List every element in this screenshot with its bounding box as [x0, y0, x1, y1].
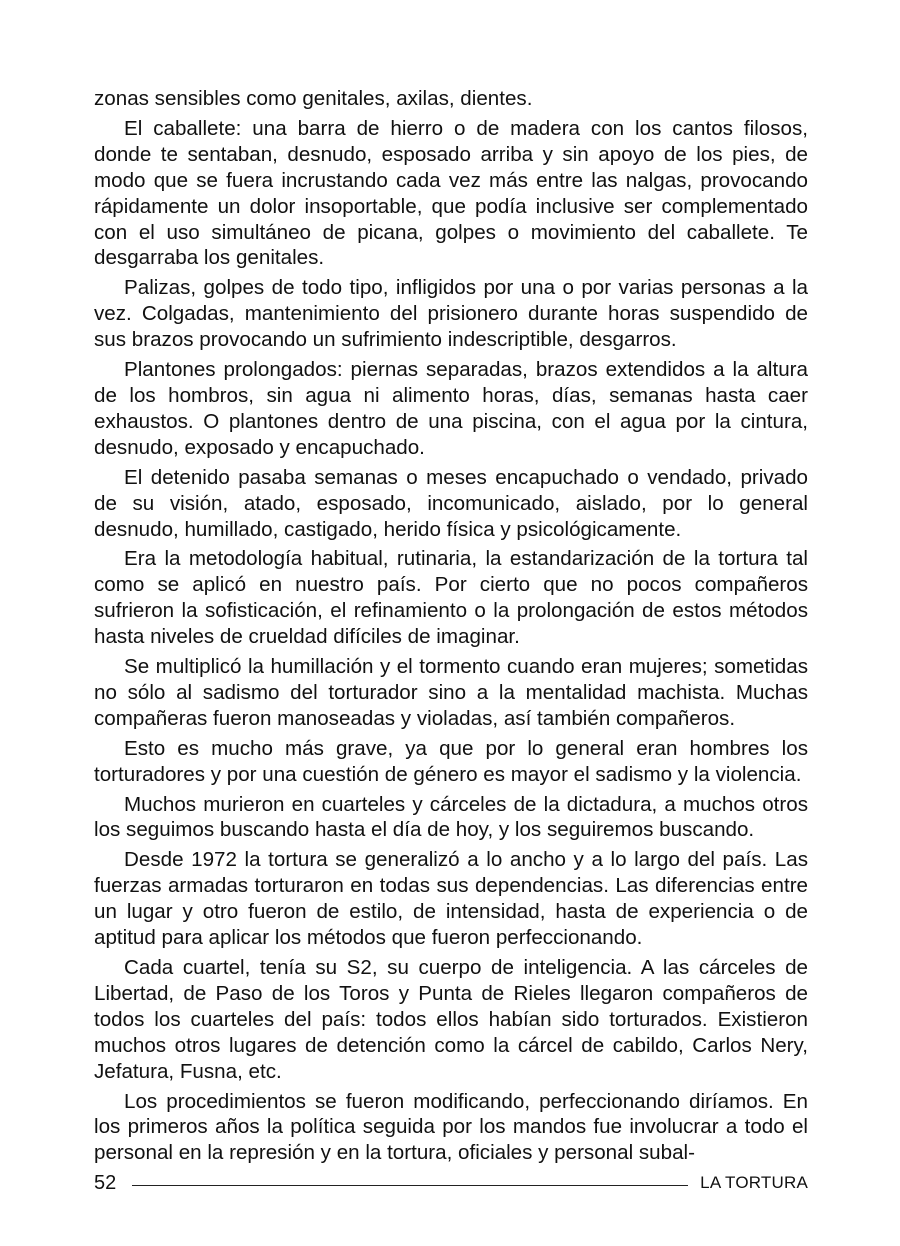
paragraph-continuation: zonas sensibles como genitales, axilas, dientes.	[94, 87, 533, 110]
body-text	[94, 86, 808, 1170]
footer-rule	[132, 1185, 688, 1186]
paragraph-cuarteles: Cada cuartel, tenía su S2, su cuerpo de inteligencia. A las cárceles de Libertad, de Paso de los Toros y Punta de Rieles llegaron compañeros de todos los cuarteles del país: todos ellos habían sido torturados. Existieron muchos otros lugares de detención como la cárcel de cabildo, Carlos Nery, Jefatura, Fusna, etc.	[94, 956, 808, 1083]
paragraph-metodologia: Era la metodología habitual, rutinaria, la estandarización de la tortura tal como se aplicó en nuestro país. Por cierto que no pocos compañeros sufrieron la sofisticación, el refinamiento o la prolongación de estos métodos hasta niveles de crueldad difíciles de imaginar.	[94, 547, 808, 649]
paragraph-procedimientos: Los procedimientos se fueron modificando, perfeccionando diríamos. En los primeros años la política seguida por los mandos fue involucrar a todo el personal en la represión y en la tortura, oficiales y personal subal-	[94, 1089, 808, 1165]
paragraph-genero: Esto es mucho más grave, ya que por lo general eran hombres los torturadores y por una cuestión de género es mayor el sadismo y la violencia.	[94, 736, 808, 786]
paragraph-palizas: Palizas, golpes de todo tipo, infligidos por una o por varias personas a la vez. Colgadas, mantenimiento del prisionero durante horas suspendido de sus brazos provocando un sufrimiento indescriptible, desgarros.	[94, 276, 808, 352]
page-number: 52	[94, 1171, 117, 1194]
paragraph-mujeres: Se multiplicó la humillación y el tormento cuando eran mujeres; sometidas no sólo al sadismo del torturador sino a la mentalidad machista. Muchas compañeras fueron manoseadas y violadas, así también compañeros.	[94, 655, 808, 730]
paragraph-desaparecidos: Muchos murieron en cuarteles y cárceles de la dictadura, a muchos otros los seguimos buscando hasta el día de hoy, y los seguiremos buscando.	[94, 792, 808, 842]
paragraph-detenido: El detenido pasaba semanas o meses encapuchado o vendado, privado de su visión, atado, esposado, incomunicado, aislado, por lo general desnudo, humillado, castigado, herido física y psicológicamente.	[94, 465, 808, 541]
paragraph-caballete: El caballete: una barra de hierro o de madera con los cantos filosos, donde te sentaban, desnudo, esposado arriba y sin apoyo de los pies, de modo que se fuera incrustando cada vez más entre las nalgas, provocando rápidamente un dolor insoportable, que podía inclusive ser complementado con el uso simultáneo de picana, golpes o movimiento del caballete. Te desgarraba los genitales.	[94, 116, 808, 270]
paragraph-1972: Desde 1972 la tortura se generalizó a lo ancho y a lo largo del país. Las fuerzas armadas torturaron en todas sus dependencias. Las diferencias entre un lugar y otro fueron de estilo, de intensidad, hasta de experiencia o de aptitud para aplicar los métodos que fueron perfeccionando.	[94, 848, 808, 950]
page-footer	[94, 1168, 808, 1198]
running-title: LA TORTURA	[700, 1173, 808, 1192]
paragraph-plantones: Plantones prolongados: piernas separadas, brazos extendidos a la altura de los hombros, sin agua ni alimento horas, días, semanas hasta caer exhaustos. O plantones dentro de una piscina, con el agua por la cintura, desnudo, exposado y encapuchado.	[94, 358, 808, 459]
